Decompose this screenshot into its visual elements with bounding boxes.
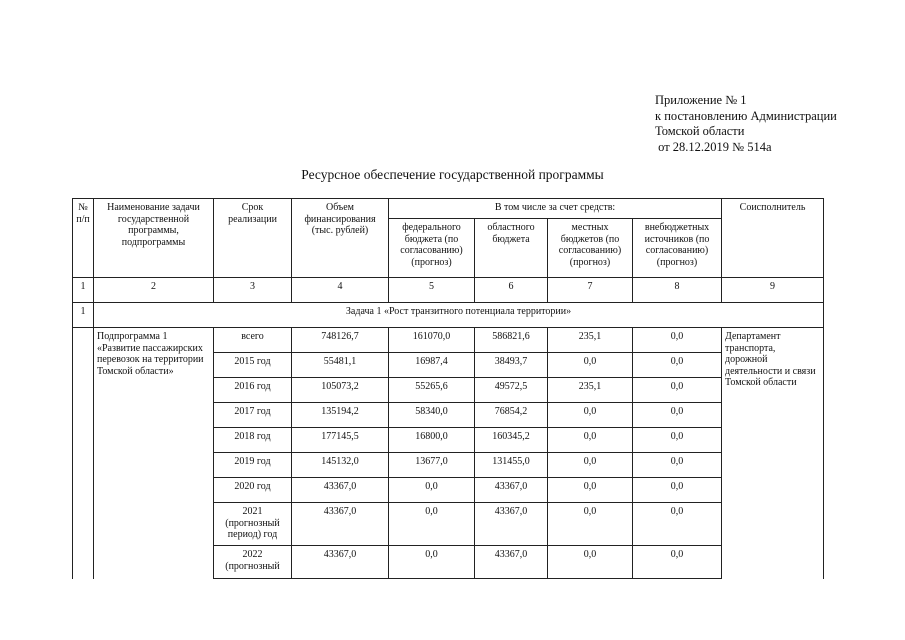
cell-federal: 161070,0 [389, 328, 475, 353]
page-title: Ресурсное обеспечение государственной программы [301, 167, 604, 182]
coexecutor-cell: Департамент транспорта, дорожной деятельности и связи Томской области [722, 328, 824, 579]
cell-federal: 16987,4 [389, 353, 475, 378]
cell-term: 2019 год [214, 453, 292, 478]
cell-extra: 0,0 [633, 328, 722, 353]
header-coexecutor: Соисполнитель [722, 199, 824, 278]
cell-volume: 43367,0 [292, 478, 389, 503]
cell-extra: 0,0 [633, 428, 722, 453]
cell-local: 0,0 [548, 353, 633, 378]
column-number: 3 [214, 278, 292, 303]
column-number: 6 [475, 278, 548, 303]
appendix-line: Томской области [655, 124, 745, 138]
header-name: Наименование задачи государственной программы, подпрограммы [94, 199, 214, 278]
cell-extra: 0,0 [633, 478, 722, 503]
cell-regional: 49572,5 [475, 378, 548, 403]
header-volume: Объем финансирования (тыс. рублей) [292, 199, 389, 278]
task-row [73, 303, 824, 328]
header-regional: областного бюджета [475, 219, 548, 278]
cell-volume: 43367,0 [292, 503, 389, 546]
cell-federal: 0,0 [389, 478, 475, 503]
column-number: 4 [292, 278, 389, 303]
cell-local: 0,0 [548, 478, 633, 503]
column-numbers-row [73, 278, 824, 303]
cell-term: 2021 (прогнозный период) год [214, 503, 292, 546]
appendix-line: от 28.12.2019 № 514а [655, 139, 772, 154]
header-row [73, 199, 824, 219]
column-number: 5 [389, 278, 475, 303]
cell-local: 0,0 [548, 503, 633, 546]
cell-federal: 16800,0 [389, 428, 475, 453]
cell-regional: 131455,0 [475, 453, 548, 478]
cell-term: 2016 год [214, 378, 292, 403]
resource-table [72, 198, 824, 579]
cell-regional: 43367,0 [475, 478, 548, 503]
cell-volume: 748126,7 [292, 328, 389, 353]
cell-term: 2015 год [214, 353, 292, 378]
cell-extra: 0,0 [633, 378, 722, 403]
cell-volume: 135194,2 [292, 403, 389, 428]
subprogram-name: Подпрограмма 1 «Развитие пассажирских перевозок на территории Томской области» [94, 328, 214, 579]
task-num: 1 [73, 303, 94, 328]
cell-regional: 76854,2 [475, 403, 548, 428]
column-number: 8 [633, 278, 722, 303]
column-number: 9 [722, 278, 824, 303]
header-local: местных бюджетов (по согласованию) (прогноз) [548, 219, 633, 278]
cell-volume: 145132,0 [292, 453, 389, 478]
cell-regional: 160345,2 [475, 428, 548, 453]
cell-local: 0,0 [548, 403, 633, 428]
appendix-block [655, 93, 837, 155]
cell-volume: 177145,5 [292, 428, 389, 453]
cell-federal: 0,0 [389, 546, 475, 579]
header-num: № п/п [73, 199, 94, 278]
cell-extra: 0,0 [633, 403, 722, 428]
cell-volume: 55481,1 [292, 353, 389, 378]
cell-volume: 105073,2 [292, 378, 389, 403]
column-number: 7 [548, 278, 633, 303]
cell-term: 2018 год [214, 428, 292, 453]
cell-local: 235,1 [548, 328, 633, 353]
cell-extra: 0,0 [633, 546, 722, 579]
cell-local: 0,0 [548, 453, 633, 478]
cell-regional: 38493,7 [475, 353, 548, 378]
cell-federal: 55265,6 [389, 378, 475, 403]
cell-regional: 43367,0 [475, 546, 548, 579]
cell-term: 2020 год [214, 478, 292, 503]
cell-regional: 43367,0 [475, 503, 548, 546]
task-title: Задача 1 «Рост транзитного потенциала территории» [94, 303, 824, 328]
cell-extra: 0,0 [633, 503, 722, 546]
cell-term: всего [214, 328, 292, 353]
cell-term: 2022 (прогнозный [214, 546, 292, 579]
cell-federal: 13677,0 [389, 453, 475, 478]
header-including: В том числе за счет средств: [389, 199, 722, 219]
cell-extra: 0,0 [633, 353, 722, 378]
cell-local: 0,0 [548, 546, 633, 579]
cell-local: 235,1 [548, 378, 633, 403]
table-row [73, 328, 824, 353]
header-extrabudget: внебюджетных источников (по согласованию) (прогноз) [633, 219, 722, 278]
column-number: 2 [94, 278, 214, 303]
header-term: Срок реализации [214, 199, 292, 278]
column-number: 1 [73, 278, 94, 303]
cell-term: 2017 год [214, 403, 292, 428]
appendix-line: Приложение № 1 [655, 93, 747, 107]
cell-federal: 58340,0 [389, 403, 475, 428]
cell-regional: 586821,6 [475, 328, 548, 353]
header-federal: федерального бюджета (по согласованию) (прогноз) [389, 219, 475, 278]
cell-federal: 0,0 [389, 503, 475, 546]
cell-extra: 0,0 [633, 453, 722, 478]
appendix-line: к постановлению Администрации [655, 108, 837, 123]
cell-volume: 43367,0 [292, 546, 389, 579]
row-num-empty [73, 328, 94, 579]
cell-local: 0,0 [548, 428, 633, 453]
